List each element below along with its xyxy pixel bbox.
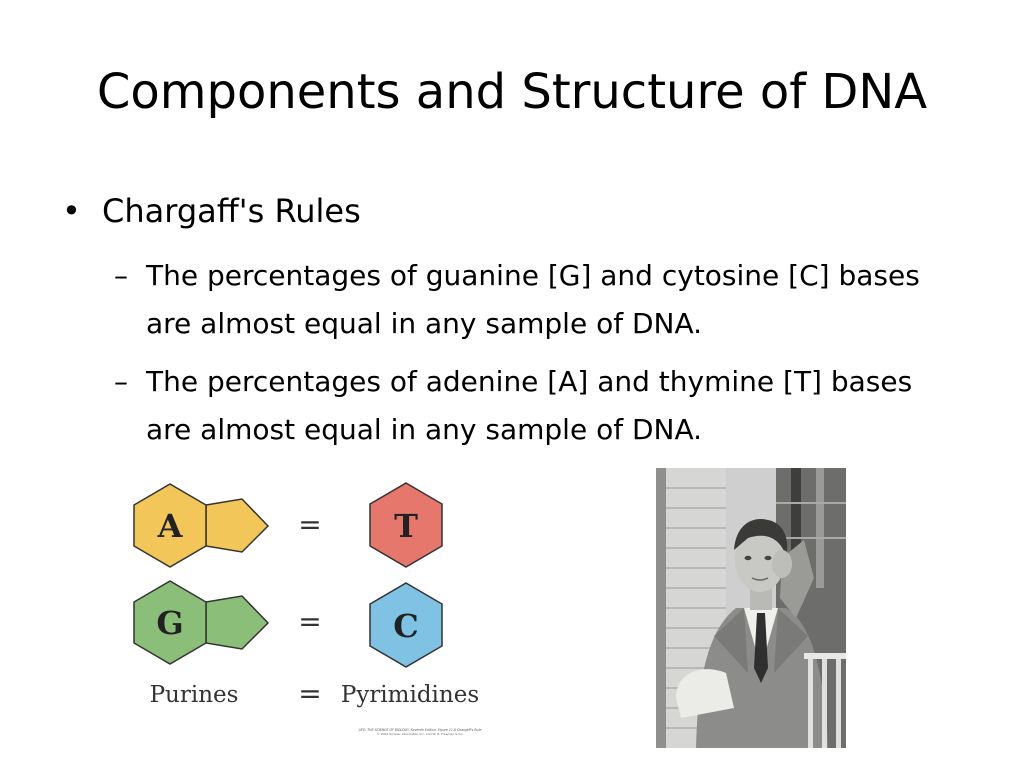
- guanine-letter: G: [156, 604, 184, 642]
- pyrimidines-label: Pyrimidines: [340, 682, 480, 708]
- bullet-symbol: •: [62, 192, 81, 230]
- sub-bullet-gc: [114, 252, 934, 348]
- adenine-letter: A: [157, 507, 183, 545]
- equals-sign-2: =: [298, 605, 322, 638]
- cytosine-pyrimidine-shape: [370, 583, 442, 667]
- dash-symbol: –: [114, 259, 128, 292]
- sub-bullet-text: The percentages of guanine [G] and cytosine [C] bases are almost equal in any sample of DNA.: [146, 259, 920, 340]
- thymine-pyrimidine-shape: [370, 483, 442, 567]
- cytosine-letter: C: [393, 607, 419, 645]
- equals-sign-1: =: [298, 508, 322, 541]
- purines-label: Purines: [149, 682, 239, 708]
- sub-bullet-text: The percentages of adenine [A] and thymine [T] bases are almost equal in any sample of DNA.: [146, 365, 913, 446]
- dash-symbol: –: [114, 365, 128, 398]
- adenine-purine-shape: [134, 484, 268, 567]
- base-pair-diagram: [120, 476, 520, 740]
- adenine-pentagon: [206, 499, 268, 552]
- sub-bullet-at: [114, 358, 934, 454]
- porch-railing: [804, 653, 846, 748]
- thymine-letter: T: [394, 507, 418, 545]
- portrait-photo: [656, 468, 846, 748]
- figure-credit-line-2: © 2004 Sinauer Associates, Inc. and W. H. Freeman & Co.: [376, 732, 464, 736]
- equals-sign-labels: =: [298, 677, 322, 710]
- bullet-text: Chargaff's Rules: [102, 192, 361, 230]
- guanine-purine-shape: [134, 581, 268, 664]
- figure-credit-line-1: LIFE: THE SCIENCE OF BIOLOGY, Seventh Edition, Figure 11.6 Chargaff's Rule: [358, 728, 482, 732]
- guanine-pentagon: [206, 596, 268, 649]
- slide-title: Components and Structure of DNA: [96, 64, 928, 120]
